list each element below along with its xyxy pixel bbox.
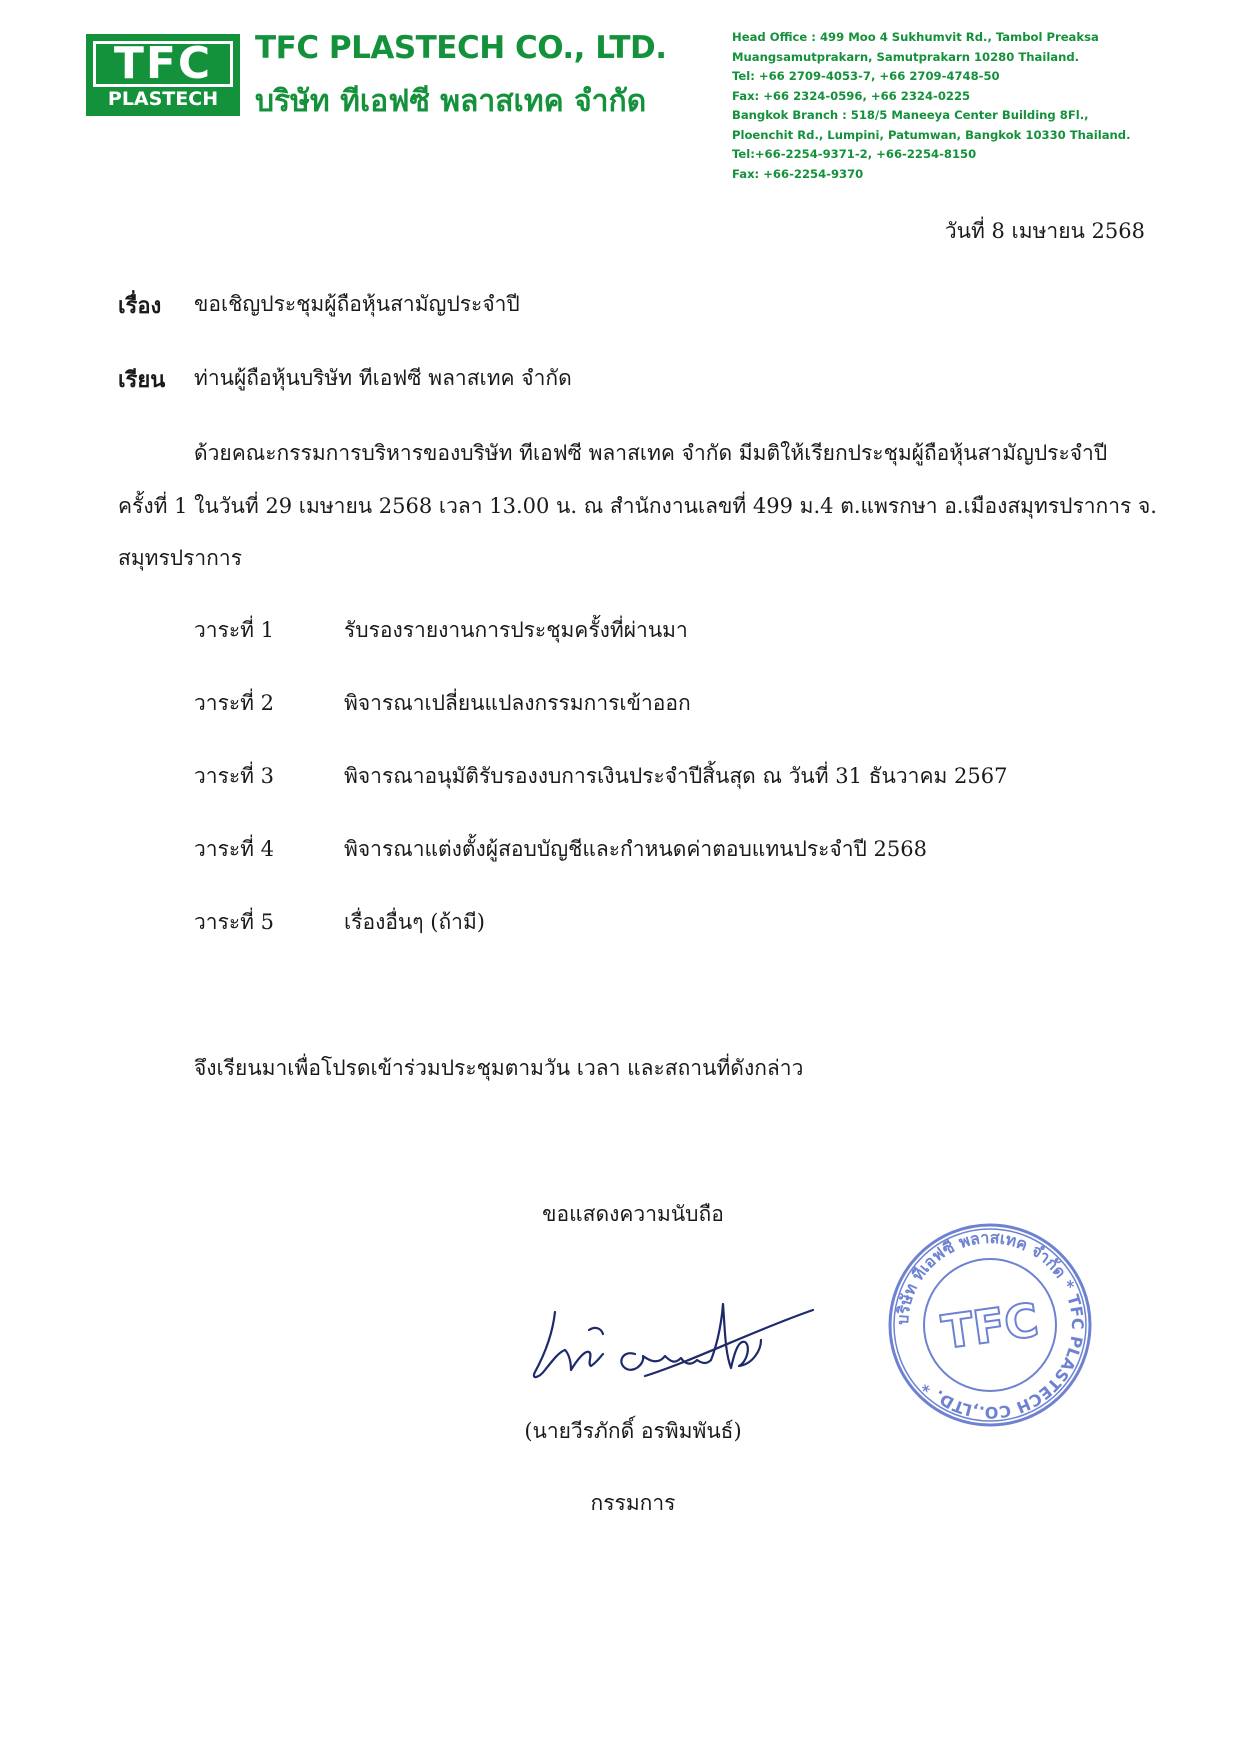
recipient-label: เรียน	[118, 367, 166, 393]
agenda-label: วาระที่ 5	[194, 910, 275, 934]
agenda-text: พิจารณาอนุมัติรับรองงบการเงินประจำปีสิ้นสุด ณ วันที่ 31 ธันวาคม 2567	[344, 764, 1008, 788]
company-seal-stamp	[885, 1220, 1095, 1430]
subject-label: เรื่อง	[118, 293, 162, 319]
agenda-text: เรื่องอื่นๆ (ถ้ามี)	[344, 910, 485, 934]
address-line: Fax: +66 2324-0596, +66 2324-0225	[732, 88, 971, 103]
agenda-text: รับรองรายงานการประชุมครั้งที่ผ่านมา	[344, 618, 688, 642]
address-line: Tel:+66-2254-9371-2, +66-2254-8150	[732, 147, 977, 161]
body-line: สมุทรปราการ	[118, 546, 242, 570]
address-line: Head Office : 499 Moo 4 Sukhumvit Rd., Tambol Preaksa	[732, 30, 1099, 44]
body-line: ครั้งที่ 1 ในวันที่ 29 เมษายน 2568 เวลา 13.00 น. ณ สำนักงานเลขที่ 499 ม.4 ต.แพรกษา อ.เมืองสมุทรปราการ จ.	[118, 494, 1157, 518]
logo-main-text: TFC	[93, 41, 233, 87]
subject-text: ขอเชิญประชุมผู้ถือหุ้นสามัญประจำปี	[194, 292, 520, 316]
company-address-block	[732, 28, 1131, 184]
signer-name: (นายวีรภักดิ์ อรพิมพันธ์)	[524, 1419, 742, 1443]
agenda-text: พิจารณาเปลี่ยนแปลงกรรมการเข้าออก	[344, 691, 691, 715]
logo-sub-text: PLASTECH	[107, 88, 219, 110]
agenda-text: พิจารณาแต่งตั้งผู้สอบบัญชีและกำหนดค่าตอบแทนประจำปี 2568	[344, 837, 927, 861]
stamp-center-text: TFC	[938, 1292, 1042, 1360]
company-name-english: TFC PLASTECH CO., LTD.	[255, 30, 667, 66]
recipient-text: ท่านผู้ถือหุ้นบริษัท ทีเอฟซี พลาสเทค จำกัด	[194, 366, 572, 390]
letter-date: วันที่ 8 เมษายน 2568	[944, 219, 1145, 243]
body-line: ด้วยคณะกรรมการบริหารของบริษัท ทีเอฟซี พลาสเทค จำกัด มีมติให้เรียกประชุมผู้ถือหุ้นสามัญประจำปี	[194, 441, 1108, 465]
address-line: Fax: +66-2254-9370	[732, 166, 864, 181]
address-line: Tel: +66 2709-4053-7, +66 2709-4748-50	[732, 69, 1000, 83]
agenda-label: วาระที่ 1	[194, 618, 275, 642]
company-logo	[86, 34, 240, 116]
complimentary-close: ขอแสดงความนับถือ	[542, 1202, 724, 1226]
agenda-label: วาระที่ 2	[194, 691, 275, 715]
address-line: Ploenchit Rd., Lumpini, Patumwan, Bangkok 10330 Thailand.	[732, 127, 1131, 142]
signer-title: กรรมการ	[590, 1491, 676, 1515]
address-line: Muangsamutprakarn, Samutprakarn 10280 Thailand.	[732, 49, 1080, 64]
agenda-label: วาระที่ 3	[194, 764, 275, 788]
handwritten-signature	[525, 1290, 825, 1400]
closing-line: จึงเรียนมาเพื่อโปรดเข้าร่วมประชุมตามวัน เวลา และสถานที่ดังกล่าว	[194, 1056, 804, 1080]
company-name-thai: บริษัท ทีเอฟซี พลาสเทค จำกัด	[255, 84, 647, 119]
stamp-ring-text: บริษัท ทีเอฟซี พลาสเทค จำกัด * TFC PLASTECH CO.,LTD. *	[892, 1227, 1088, 1423]
agenda-label: วาระที่ 4	[194, 837, 275, 861]
address-line: Bangkok Branch : 518/5 Maneeya Center Building 8Fl.,	[732, 108, 1089, 122]
